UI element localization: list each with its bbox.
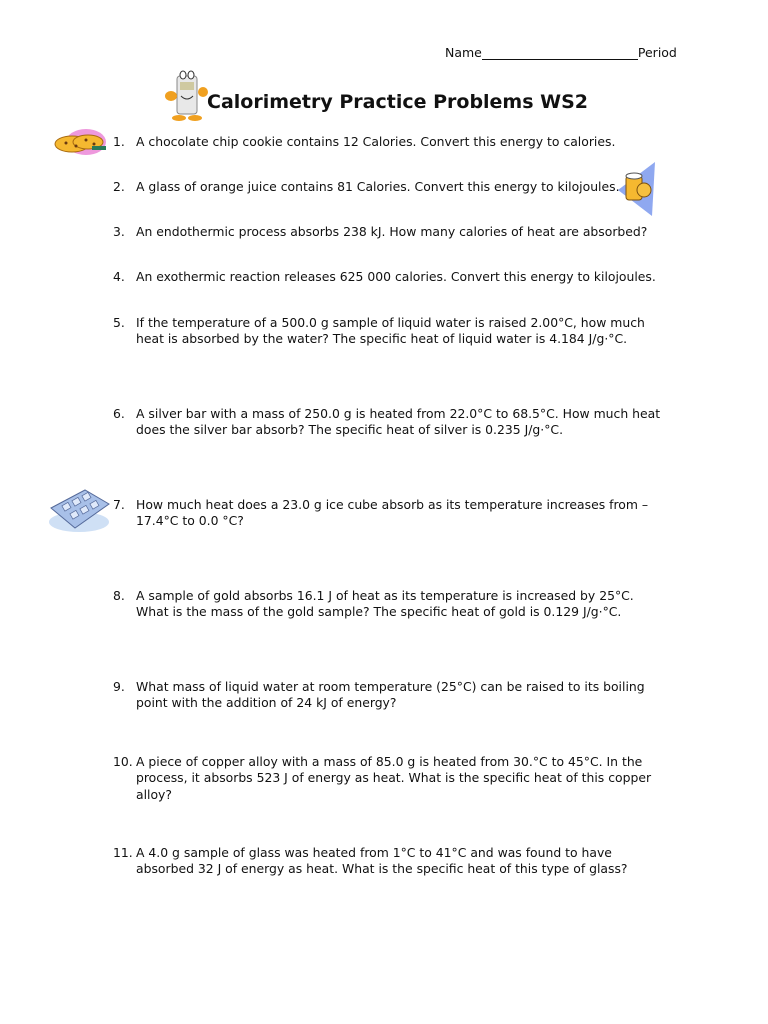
ice-tray-icon [45, 486, 115, 534]
question-text: A 4.0 g sample of glass was heated from 1°C to 41°C and was found to have [136, 845, 612, 860]
question-11 [113, 845, 628, 878]
question-text: An endothermic process absorbs 238 kJ. How many calories of heat are absorbed? [136, 224, 648, 239]
question-text: A glass of orange juice contains 81 Calories. Convert this energy to kilojoules. [136, 179, 620, 194]
question-10 [113, 754, 651, 803]
question-text: What mass of liquid water at room temperature (25°C) can be raised to its boiling [136, 679, 645, 694]
question-number: 6. [113, 406, 125, 421]
question-number: 11. [113, 845, 133, 860]
period-label: Period [637, 45, 677, 60]
question-number: 3. [113, 224, 125, 239]
question-number: 10. [113, 754, 133, 769]
question-number: 2. [113, 179, 125, 194]
question-text: 17.4°C to 0.0 °C? [136, 513, 244, 529]
question-8 [113, 588, 634, 621]
question-number: 4. [113, 269, 125, 284]
question-number: 8. [113, 588, 125, 603]
question-7 [113, 497, 648, 530]
question-number: 1. [113, 134, 125, 149]
question-text: A chocolate chip cookie contains 12 Calories. Convert this energy to calories. [136, 134, 616, 149]
question-6 [113, 406, 660, 439]
question-text: An exothermic reaction releases 625 000 calories. Convert this energy to kilojoules. [136, 269, 656, 284]
calculator-mascot-icon [163, 70, 211, 122]
name-period-header [445, 45, 677, 60]
question-number: 7. [113, 497, 125, 512]
question-2 [113, 179, 620, 195]
page-title: Calorimetry Practice Problems WS2 [207, 91, 589, 113]
question-text: heat is absorbed by the water? The specific heat of liquid water is 4.184 J/g·°C. [136, 331, 628, 347]
name-blank-field[interactable] [482, 46, 638, 60]
question-text: What is the mass of the gold sample? The specific heat of gold is 0.129 J/g·°C. [136, 604, 622, 620]
question-text: process, it absorbs 523 J of energy as heat. What is the specific heat of this copper [136, 770, 652, 786]
question-5 [113, 315, 645, 348]
question-text: A piece of copper alloy with a mass of 85.0 g is heated from 30.°C to 45°C. In the [136, 754, 643, 769]
question-text: How much heat does a 23.0 g ice cube absorb as its temperature increases from – [136, 497, 649, 512]
cookie-icon [52, 128, 110, 158]
question-text: does the silver bar absorb? The specific heat of silver is 0.235 J/g·°C. [136, 422, 564, 438]
name-label: Name [445, 45, 482, 60]
question-number: 5. [113, 315, 125, 330]
question-3 [113, 224, 647, 240]
question-text: A silver bar with a mass of 250.0 g is heated from 22.0°C to 68.5°C. How much heat [136, 406, 661, 421]
question-text: A sample of gold absorbs 16.1 J of heat as its temperature is increased by 25°C. [136, 588, 634, 603]
question-1 [113, 134, 615, 150]
question-number: 9. [113, 679, 125, 694]
question-4 [113, 269, 656, 285]
question-9 [113, 679, 645, 712]
question-text: absorbed 32 J of energy as heat. What is the specific heat of this type of glass? [136, 861, 628, 877]
question-text: alloy? [136, 786, 172, 802]
question-text: point with the addition of 24 kJ of energy? [136, 695, 397, 711]
question-text: If the temperature of a 500.0 g sample of liquid water is raised 2.00°C, how much [136, 315, 645, 330]
